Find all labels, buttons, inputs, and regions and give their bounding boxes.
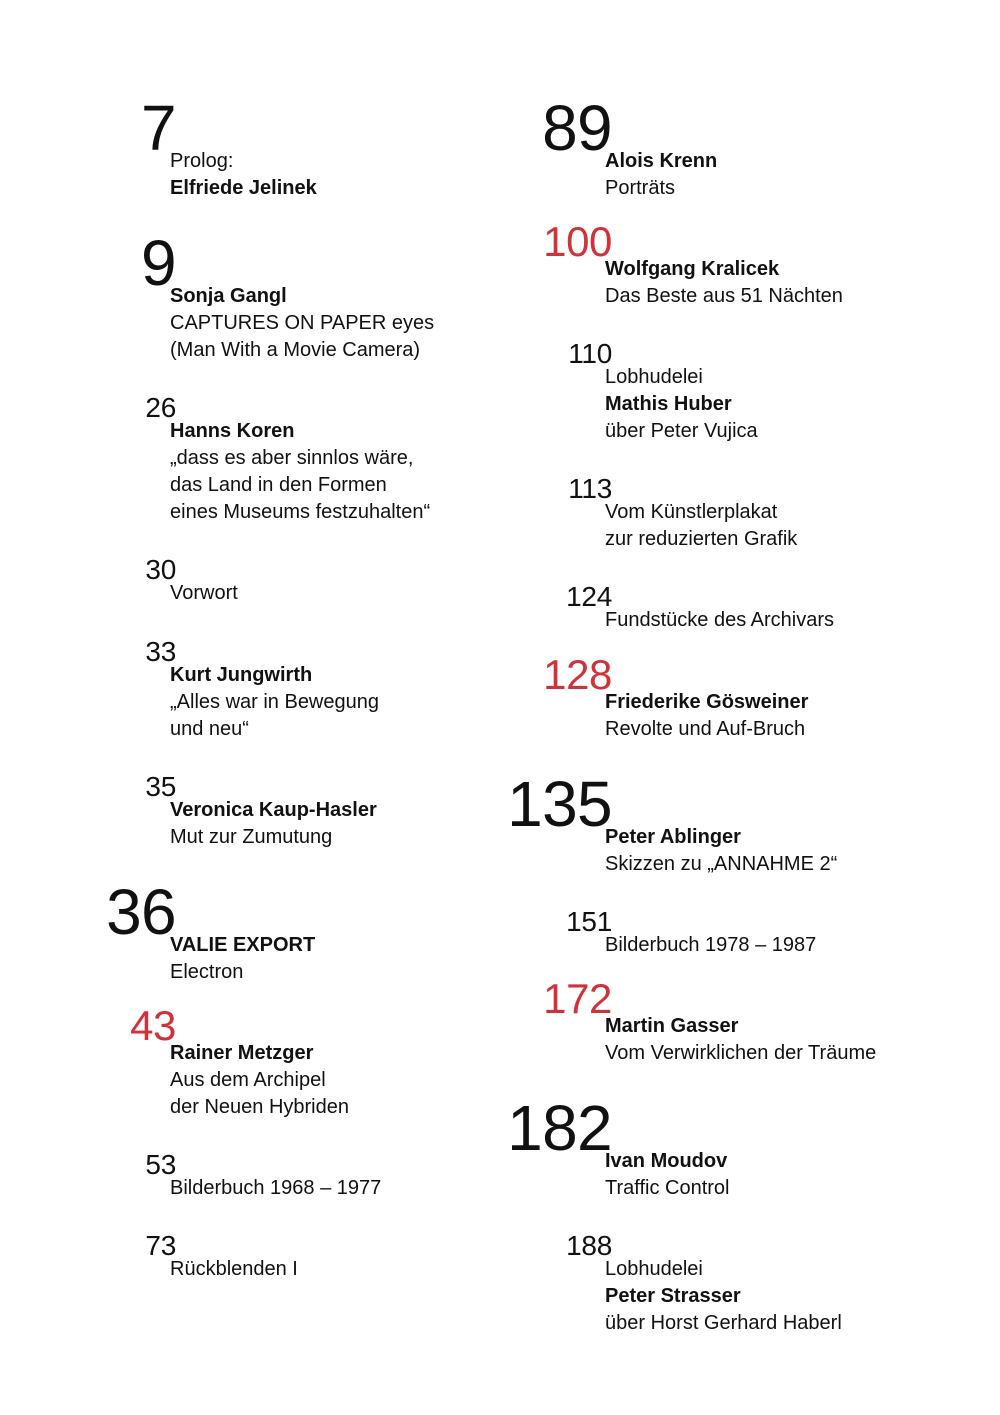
- entry-title: (Man With a Movie Camera): [170, 339, 421, 361]
- page-number: 30: [145, 554, 176, 586]
- entry-text: [605, 364, 758, 445]
- entry-title: Das Beste aus 51 Nächten: [605, 285, 843, 307]
- page-number: 151: [566, 906, 612, 938]
- entry-text: [170, 1040, 349, 1121]
- entry-text: [605, 932, 816, 959]
- page-number: 35: [145, 771, 176, 803]
- entry-title: Aus dem Archipel: [170, 1069, 326, 1091]
- entry-text: [605, 1013, 876, 1067]
- entry-title: Lobhudelei: [605, 366, 703, 388]
- page-number: 135: [507, 768, 612, 841]
- entry-text: [605, 607, 834, 634]
- page-number: 124: [566, 581, 612, 613]
- author-name: Alois Krenn: [605, 150, 718, 172]
- entry-text: [605, 1256, 842, 1337]
- entry-title: CAPTURES ON PAPER eyes: [170, 312, 435, 334]
- author-name: Martin Gasser: [605, 1015, 739, 1037]
- entry-title: über Peter Vujica: [605, 420, 758, 442]
- entry-text: [605, 256, 843, 310]
- entry-text: [170, 932, 315, 986]
- entry-title: Traffic Control: [605, 1177, 730, 1199]
- author-name: Peter Strasser: [605, 1285, 741, 1307]
- entry-title: „Alles war in Bewegung: [170, 691, 379, 713]
- entry-title: Bilderbuch 1968 – 1977: [170, 1177, 382, 1199]
- author-name: Hanns Koren: [170, 420, 295, 442]
- page-number: 110: [568, 338, 612, 370]
- entry-title: Bilderbuch 1978 – 1987: [605, 934, 817, 956]
- entry-title: Electron: [170, 961, 244, 983]
- page-number: 33: [145, 636, 176, 668]
- entry-title: Vom Verwirklichen der Träume: [605, 1042, 877, 1064]
- entry-text: [170, 797, 377, 851]
- page-number: 26: [145, 392, 176, 424]
- entry-text: [170, 148, 317, 202]
- page-number: 128: [543, 651, 612, 699]
- entry-text: [605, 689, 808, 743]
- author-name: VALIE EXPORT: [170, 934, 316, 956]
- entry-title: und neu“: [170, 718, 249, 740]
- page-number: 7: [141, 92, 176, 165]
- entry-text: [170, 1256, 298, 1283]
- page-number: 9: [141, 227, 176, 300]
- entry-title: das Land in den Formen: [170, 474, 387, 496]
- author-name: Mathis Huber: [605, 393, 732, 415]
- entry-title: „dass es aber sinnlos wäre,: [170, 447, 414, 469]
- entry-text: [170, 418, 430, 526]
- entry-title: Prolog:: [170, 150, 234, 172]
- entry-title: Rückblenden I: [170, 1258, 298, 1280]
- entry-title: über Horst Gerhard Haberl: [605, 1312, 842, 1334]
- entry-title: Revolte und Auf-Bruch: [605, 718, 806, 740]
- page-number: 73: [145, 1230, 176, 1262]
- author-name: Wolfgang Kralicek: [605, 258, 780, 280]
- entry-text: [170, 1175, 381, 1202]
- entry-text: [170, 662, 379, 743]
- entry-text: [605, 148, 717, 202]
- entry-title: Mut zur Zumutung: [170, 826, 333, 848]
- page-number: 36: [106, 876, 176, 949]
- page-number: 182: [507, 1092, 612, 1165]
- entry-title: der Neuen Hybriden: [170, 1096, 349, 1118]
- entry-title: Vom Künstlerplakat: [605, 501, 778, 523]
- author-name: Ivan Moudov: [605, 1150, 728, 1172]
- author-name: Rainer Metzger: [170, 1042, 314, 1064]
- entry-title: Vorwort: [170, 582, 238, 604]
- entry-text: [605, 824, 837, 878]
- entry-title: Fundstücke des Archivars: [605, 609, 834, 631]
- author-name: Kurt Jungwirth: [170, 664, 313, 686]
- author-name: Sonja Gangl: [170, 285, 287, 307]
- entry-title: Skizzen zu „ANNAHME 2“: [605, 853, 838, 875]
- entry-text: [605, 1148, 729, 1202]
- entry-title: zur reduzierten Grafik: [605, 528, 798, 550]
- entry-title: Porträts: [605, 177, 676, 199]
- page-number: 172: [543, 975, 612, 1023]
- page-number: 100: [543, 218, 612, 266]
- entry-text: [605, 499, 797, 553]
- author-name: Friederike Gösweiner: [605, 691, 809, 713]
- page-number: 43: [130, 1002, 176, 1050]
- entry-text: [170, 580, 238, 607]
- page-number: 89: [542, 92, 612, 165]
- page-number: 113: [568, 473, 612, 505]
- entry-text: [170, 283, 434, 364]
- page-number: 53: [145, 1149, 176, 1181]
- author-name: Elfriede Jelinek: [170, 177, 317, 199]
- page-number: 188: [566, 1230, 612, 1262]
- author-name: Veronica Kaup-Hasler: [170, 799, 377, 821]
- entry-title: Lobhudelei: [605, 1258, 703, 1280]
- author-name: Peter Ablinger: [605, 826, 741, 848]
- entry-title: eines Museums festzuhalten“: [170, 501, 431, 523]
